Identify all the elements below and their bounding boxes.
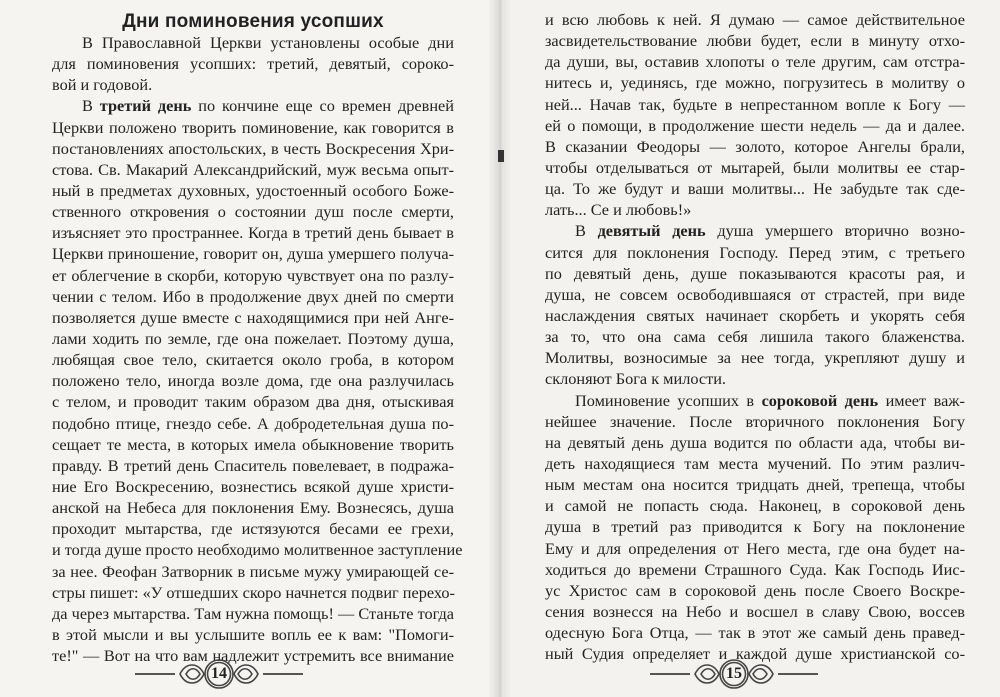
chapter-title: Дни поминовения усопших [122, 11, 384, 32]
text-line: и самой не попасть сюда. Наконец, в сороковой день [545, 496, 965, 516]
text-line: ный в предметах духовных, удостоенный особого Боже- [52, 180, 454, 200]
bold-phrase: девятый день [597, 221, 706, 241]
text-line: лать... Се и любовь!» [545, 200, 692, 220]
text-line: за то, что она сама себя лишила такого блаженства. [545, 327, 965, 347]
right-page-footer [500, 657, 1000, 691]
text-line: нитесь и, уединясь, где можно, погрузитесь в молитву о [545, 73, 965, 93]
left-page-footer [0, 657, 500, 691]
binding-mark [498, 150, 504, 162]
text-line: ца. То же будут и ваши молитвы... Не забудьте так сде- [545, 179, 965, 199]
bold-phrase: третий день [99, 96, 192, 116]
text-line-with-bold: В девятый день душа умершего вторично возно- [575, 221, 966, 241]
text-line: деть находящиеся там места мучений. По этим различ- [545, 453, 965, 473]
text-line: Церкви приношение, говорит он, душа умершего получа- [52, 244, 454, 264]
text-line: позволяется душе вместе с находящимися при ней Анге- [52, 307, 454, 327]
text-line: склоняют Бога к милости. [545, 369, 726, 389]
ornament-rule-left [135, 673, 175, 675]
text-line: засвидетельствование любви будет, если в минуту отхо- [545, 31, 965, 51]
text-line: чтобы отделываться от мытарей, были молитвы ее стар- [545, 157, 965, 177]
text-line: для поминовения усопших: третий, девятый, сороко- [52, 54, 454, 74]
text-line: да души, вы, оставив хлопоты о теле другим, сам отстра- [545, 52, 965, 72]
text-line: нейшее значение. После вторичного поклонения Богу [545, 411, 965, 431]
text-line: стова. Св. Макарий Александрийский, муж весьма опыт- [52, 159, 454, 179]
book-gutter-shadow [488, 0, 512, 697]
text-line: да через мытарства. Там нужна помощь! — Станьте тогда [52, 603, 454, 623]
ornament-rule-left [650, 673, 690, 675]
text-line: Церкви положено творить поминовение, как говорится в [52, 117, 454, 137]
text-line: сещает те места, в которых имела обыкновение творить [52, 434, 454, 454]
text-line: наслаждения святых начинает скорбеть и укорять себя [545, 305, 965, 325]
text-line: ственного откровения о состоянии душ после смерти, [52, 202, 454, 222]
text-line: с телом, и проводит таким образом два дня, отыскивая [52, 392, 454, 412]
right-page [500, 0, 1000, 697]
text-line-with-bold: В третий день по кончине еще со времен древней [82, 96, 455, 116]
page-number-ornament [176, 658, 262, 690]
text-line: положено тело, иногда возле дома, где она разлучилась [52, 371, 454, 391]
text-line: те!" — Вот на что вам надлежит устремить все внимание [52, 646, 454, 666]
text-line: душа, не совсем освободившаяся от страстей, при виде [545, 284, 965, 304]
text-line: на девятый день душа водится по области ада, чтобы ви- [545, 432, 965, 452]
text-line: В сказании Феодоры — золото, которое Ангелы брали, [545, 136, 965, 156]
text-line: ус Христос сам в сороковой день после Своего Воскре- [545, 580, 965, 600]
text-line: ным местам она носится тридцать дней, трепеща, чтобы [545, 475, 965, 495]
ornament-rule-right [778, 673, 818, 675]
text-line: вой и годовой. [52, 75, 153, 95]
text-line: душа в третий раз приводится к Богу на поклонение [545, 517, 965, 537]
text-line: ей о помощи, в продолжение шести недель — да и далее. [545, 115, 965, 135]
text-line: ный Судия определяет и каждой душе христианской со- [545, 644, 965, 664]
page-number: 15 [726, 665, 742, 682]
text-line: любящая свое тело, скитается около гроба, в котором [52, 350, 454, 370]
text-line: В Православной Церкви установлены особые дни [82, 33, 454, 52]
text-line: проходит мытарства, где истязуются бесами ее грехи, [52, 519, 454, 539]
text-line: стры пишет: «У отшедших скоро начнется подвиг перехо- [52, 582, 455, 602]
text-line: по девятый день, душе показываются красоты рая, и [545, 263, 965, 283]
text-line: и тогда душе просто необходимо молитвенное заступление [52, 540, 463, 560]
bold-phrase: сороковой день [761, 390, 879, 410]
text-line: сится для поклонения Господу. Перед этим, с третьего [545, 242, 965, 262]
page-number: 14 [211, 665, 227, 682]
text-line: подобно птице, гнездо себе. А добродетельная душа по- [52, 413, 454, 433]
text-line: сения вознесся на Небо и восшел в славу Свою, воссев [545, 601, 965, 621]
text-line: за нее. Феофан Затворник в письме мужу умирающей се- [52, 561, 454, 581]
text-line: лами ходить по земле, где она пожелает. Поэтому душа, [52, 328, 454, 348]
text-line: ние Его Воскресению, вознестись всякой душе христи- [52, 476, 454, 496]
text-line: одесную Бога Отца, — так в этот же самый день правед- [545, 623, 965, 643]
text-line: изъясняет это пространнее. Когда в третий день бывает в [52, 223, 454, 243]
right-page-text [545, 9, 965, 664]
text-line: ходиться до времени Страшного Суда. Как Господь Иис- [545, 559, 965, 579]
ornament-rule-right [263, 673, 303, 675]
text-line: ней... Начав так, будьте в непрестанном вопле к Богу — [545, 94, 965, 114]
text-line: в этой мысли и вы услышите вопль ее к вам: "Помоги- [52, 624, 454, 644]
left-page-text [52, 10, 463, 666]
text-line: чении с телом. Ибо в продолжение двух дней по смерти [52, 286, 454, 306]
page-number-ornament [691, 658, 777, 690]
text-line: и всю любовь к ней. Я думаю — самое действительное [545, 10, 965, 29]
text-line: Ему и для определения от Него места, где она будет на- [545, 538, 965, 558]
text-line: правду. В третий день Спаситель повелевает, в подража- [52, 455, 454, 475]
text-line: анской на Небеса для поклонения Ему. Вознесясь, душа [52, 498, 454, 518]
text-line-with-bold: Поминовение усопших в сороковой день имеет важ- [575, 390, 965, 410]
text-line: Молитвы, возносимые за нее тогда, укрепляют душу и [545, 348, 965, 368]
text-line: постановлениях апостольских, в честь Воскресения Хри- [52, 138, 454, 158]
text-line: ет облегчение в скорби, которую чувствует она по разлу- [52, 265, 454, 285]
